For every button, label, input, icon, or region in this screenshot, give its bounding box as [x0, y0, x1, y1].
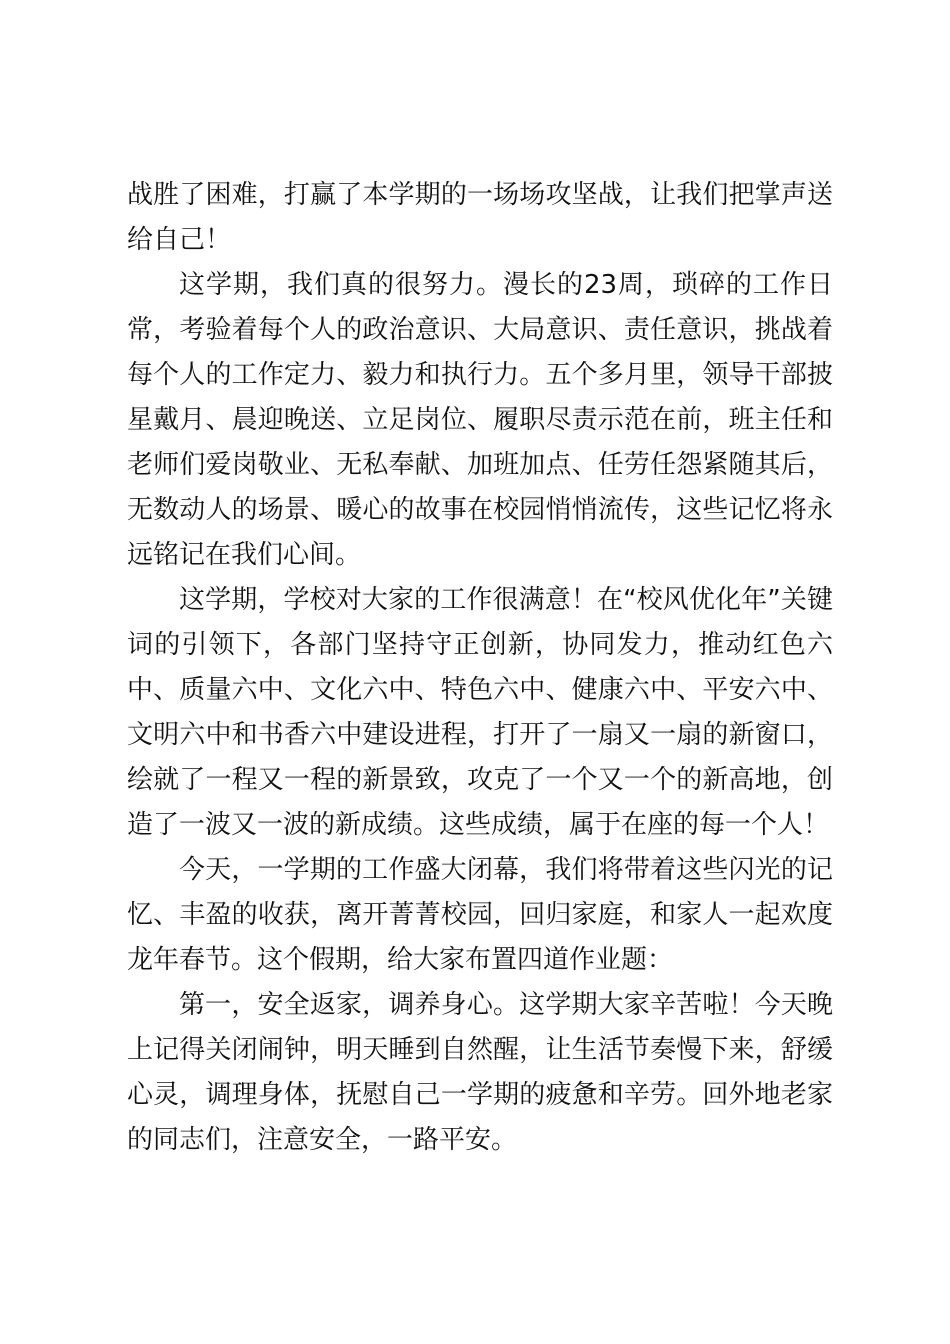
- paragraph-4: 今天，一学期的工作盛大闭幕，我们将带着这些闪光的记忆、丰盈的收获，离开菁菁校园，回归家庭，和家人一起欢度龙年春节。这个假期，给大家布置四道作业题：: [127, 855, 833, 975]
- paragraph-2: 这学期，我们真的很努力。漫长的23周，琐碎的工作日常，考验着每个人的政治意识、大局意识、责任意识，挑战着每个人的工作定力、毅力和执行力。五个多月里，领导干部披星戴月、晨迎晚送、立足岗位、履职尽责示范在前，班主任和老师们爱岗敬业、无私奉献、加班加点、任劳任怨紧随其后，无数动人的场景、暖心的故事在校园悄悄流传，这些记忆将永远铭记在我们心间。: [127, 270, 833, 570]
- document-body: [127, 173, 833, 1163]
- paragraph-3: 这学期，学校对大家的工作很满意！在“校风优化年”关键词的引领下，各部门坚持守正创新，协同发力，推动红色六中、质量六中、文化六中、特色六中、健康六中、平安六中、文明六中和书香六中建设进程，打开了一扇又一扇的新窗口，绘就了一程又一程的新景致，攻克了一个又一个的新高地，创造了一波又一波的新成绩。这些成绩，属于在座的每一个人！: [127, 585, 833, 840]
- paragraph-1: 战胜了困难，打赢了本学期的一场场攻坚战，让我们把掌声送给自己！: [127, 180, 833, 255]
- paragraph-5: 第一，安全返家，调养身心。这学期大家辛苦啦！今天晚上记得关闭闹钟，明天睡到自然醒，让生活节奏慢下来，舒缓心灵，调理身体，抚慰自己一学期的疲惫和辛劳。回外地老家的同志们，注意安全，一路平安。: [127, 990, 833, 1155]
